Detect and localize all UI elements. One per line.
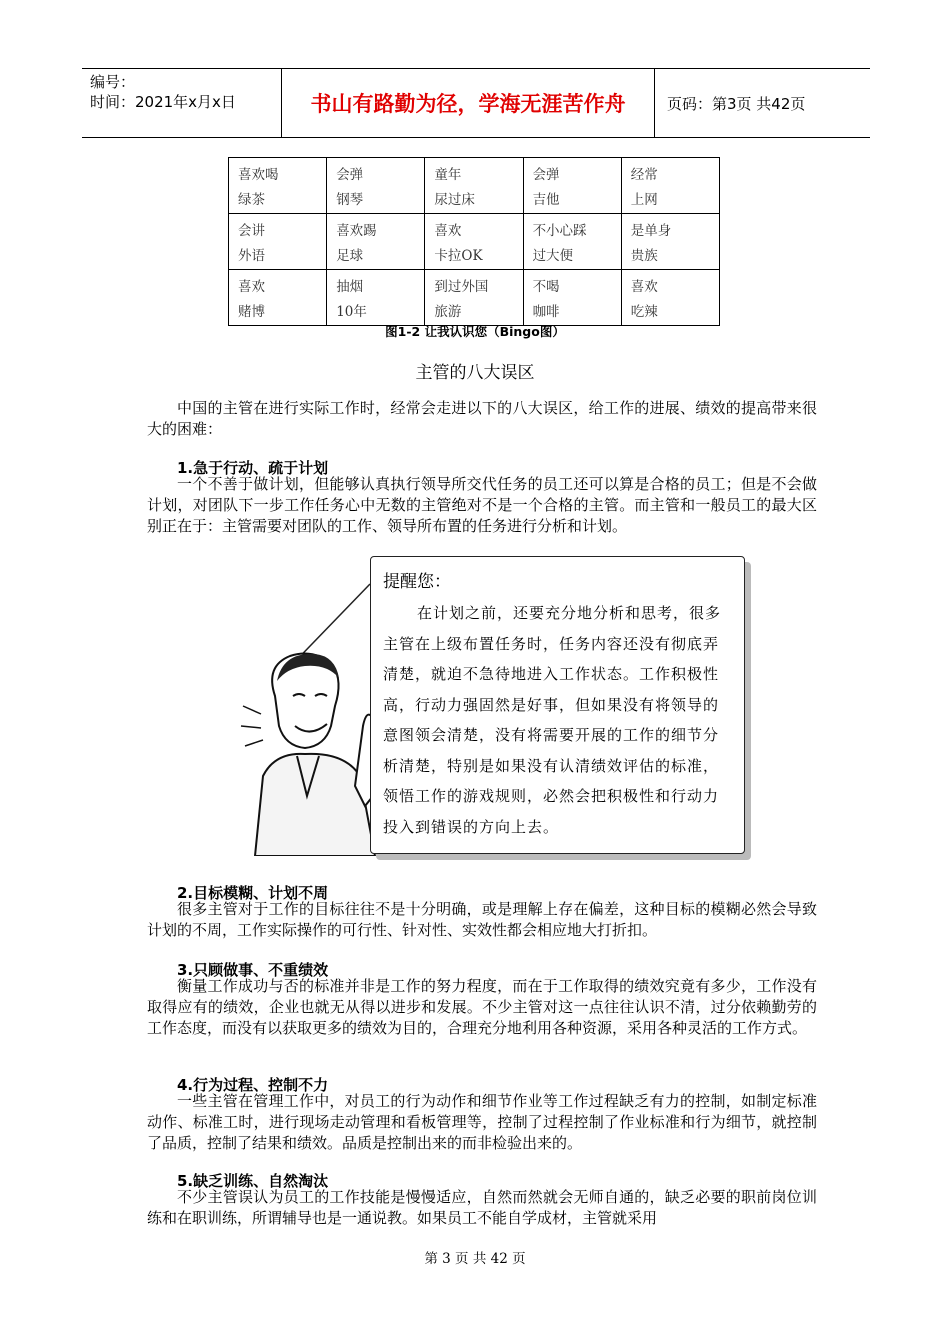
bingo-cell <box>425 158 523 214</box>
item-heading-3: 3.只顾做事、不重绩效 <box>177 961 329 979</box>
bingo-cell-line: 会讲 <box>238 223 265 239</box>
bingo-cell-line: 钢琴 <box>336 192 364 208</box>
doc-number-label: 编号： <box>90 73 136 91</box>
bingo-cell <box>621 158 719 214</box>
bingo-cell-line: 尿过床 <box>434 192 475 208</box>
bingo-cell-line: 喜欢 <box>434 223 462 239</box>
figure-caption: 图1-2 让我认识您（Bingo图） <box>385 324 565 339</box>
reminder-body: 在计划之前，还要充分地分析和思考，很多主管在上级布置任务时，任务内容还没有彻底弄清楚，就迫不急待地进入工作状态。工作积极性高，行动力强固然是好事，但如果没有将领导的意图领会清楚，没有将需要开展的工作的细节分析清楚，特别是如果没有认清绩效评估的标准，领悟工作的游戏规则，必然会把积极性和行动力投入到错误的方向上去。 <box>383 604 722 836</box>
bingo-cell <box>327 214 425 270</box>
item-text-1: 一个不善于做计划，但能够认真执行领导所交代任务的员工还可以算是合格的员工；但是不会做计划，对团队下一步工作任务心中无数的主管绝对不是一个合格的主管。而主管和一般员工的最大区别正在于：主管需要对团队的工作、领导所布置的任务进行分析和计划。 <box>147 475 817 535</box>
item-text-3: 衡量工作成功与否的标准并非是工作的努力程度，而在于工作取得的绩效究竟有多少，工作没有取得应有的绩效，企业也就无从得以进步和发展。不少主管对这一点往往认识不清，过分依赖勤劳的工作态度，而没有以获取更多的绩效为目的，合理充分地利用各种资源，采用各种灵活的工作方式。 <box>147 977 817 1037</box>
bingo-cell <box>425 214 523 270</box>
bingo-cell-line: 旅游 <box>434 304 462 320</box>
bingo-cell <box>327 270 425 326</box>
bingo-cell-line: 会弹 <box>532 167 560 183</box>
item-heading-4: 4.行为过程、控制不力 <box>177 1076 329 1094</box>
bingo-cell <box>523 270 621 326</box>
bingo-cell <box>327 158 425 214</box>
bingo-cell <box>523 214 621 270</box>
item-heading-2: 2.目标模糊、计划不周 <box>177 884 329 902</box>
bingo-cell-line: 喜欢踢 <box>336 223 377 239</box>
item-text-2: 很多主管对于工作的目标往往不是十分明确，或是理解上存在偏差，这种目标的模糊必然会导致计划的不周，工作实际操作的可行性、针对性、实效性都会相应地大打折扣。 <box>147 900 817 939</box>
bingo-cell-line: 吉他 <box>532 192 560 208</box>
bingo-cell-line: 上网 <box>630 192 658 208</box>
bingo-cell-line: 足球 <box>336 248 364 264</box>
bingo-cell-line: 过大便 <box>532 248 574 264</box>
bingo-cell-line: 是单身 <box>630 223 672 239</box>
bingo-cell-line: 喜欢 <box>238 279 265 295</box>
bingo-cell-line: 10年 <box>336 304 367 320</box>
item-heading-1: 1.急于行动、疏于计划 <box>177 459 329 477</box>
bingo-cell <box>229 158 327 214</box>
bingo-row <box>229 270 720 326</box>
bingo-cell-line: 不喝 <box>532 279 560 295</box>
header-meta <box>82 69 282 137</box>
bingo-row <box>229 214 720 270</box>
bingo-cell-line: 到过外国 <box>434 279 489 295</box>
bingo-cell-line: 外语 <box>238 248 265 264</box>
item-text-5: 不少主管误认为员工的工作技能是慢慢适应，自然而然就会无师自通的，缺乏必要的职前岗位训练和在职训练，所谓辅导也是一通说教。如果员工不能自学成材，主管就采用 <box>147 1188 817 1227</box>
bingo-cell <box>425 270 523 326</box>
section-title: 主管的八大误区 <box>415 363 535 383</box>
header-motto: 书山有路勤为径，学海无涯苦作舟 <box>282 69 655 137</box>
doc-time-label: 时间：2021年x月x日 <box>90 93 236 111</box>
intro-paragraph: 中国的主管在进行实际工作时，经常会走进以下的八大误区，给工作的进展、绩效的提高带来很大的困难： <box>147 399 817 438</box>
bingo-cell <box>621 214 719 270</box>
page-footer: 第 3 页 共 42 页 <box>424 1251 526 1267</box>
bingo-cell-line: 卡拉OK <box>434 248 483 264</box>
bingo-row <box>229 158 720 214</box>
bingo-cell-line: 绿茶 <box>238 192 265 208</box>
bingo-cell-line: 咖啡 <box>532 304 560 320</box>
bingo-cell-line: 吃辣 <box>630 304 658 320</box>
bingo-cell-line: 不小心踩 <box>532 223 587 239</box>
item-text-4: 一些主管在管理工作中，对员工的行为动作和细节作业等工作过程缺乏有力的控制，如制定标准动作、标准工时，进行现场走动管理和看板管理等，控制了过程控制了作业标准和行为细节，就控制了品质，控制了结果和绩效。品质是控制出来的而非检验出来的。 <box>147 1092 817 1152</box>
bingo-cell <box>229 214 327 270</box>
reminder-title: 提醒您： <box>383 572 451 592</box>
bingo-cell-line: 童年 <box>434 167 462 183</box>
bingo-cell-line: 贵族 <box>630 248 658 264</box>
bingo-cell-line: 抽烟 <box>336 279 364 295</box>
bingo-cell-line: 会弹 <box>336 167 364 183</box>
page-header <box>82 68 870 138</box>
bingo-cell <box>523 158 621 214</box>
bingo-table <box>228 157 720 326</box>
header-page-label: 页码：第3页 共42页 <box>667 94 806 113</box>
bingo-cell-line: 喜欢喝 <box>238 167 279 183</box>
reminder-callout <box>370 556 745 854</box>
bingo-cell <box>621 270 719 326</box>
bingo-cell-line: 喜欢 <box>630 279 658 295</box>
bingo-cell <box>229 270 327 326</box>
bingo-cell-line: 经常 <box>630 167 658 183</box>
item-heading-5: 5.缺乏训练、自然淘汰 <box>177 1172 329 1190</box>
bingo-cell-line: 赌博 <box>238 304 265 320</box>
